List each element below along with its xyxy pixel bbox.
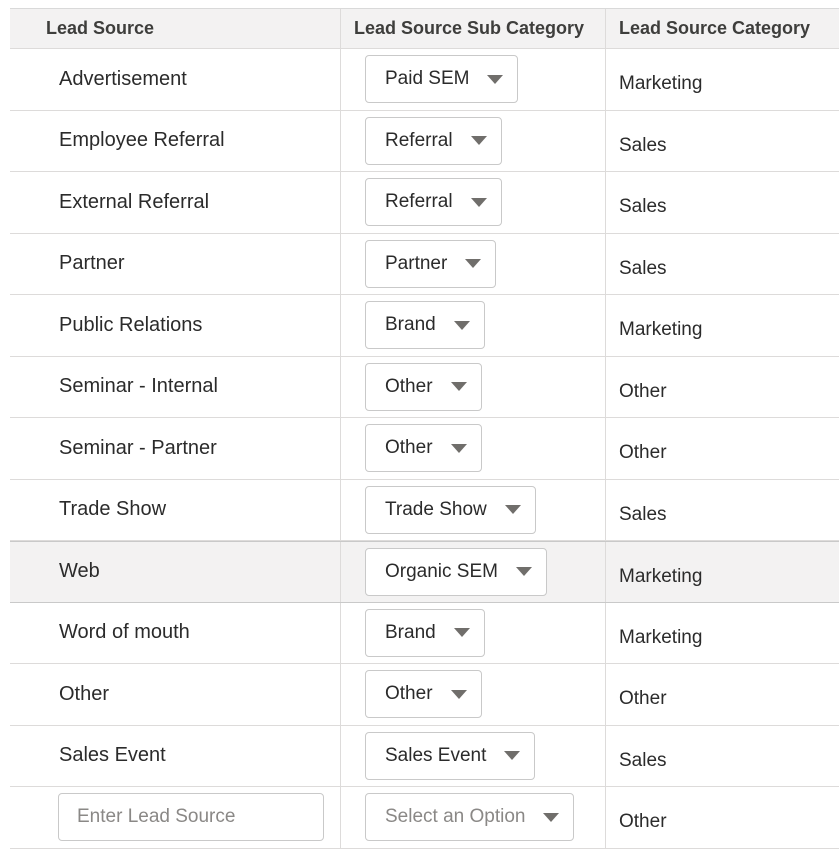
lead-source-cell: Trade Show (10, 480, 341, 541)
lead-source-cell: Sales Event (10, 726, 341, 787)
header-lead-source[interactable]: Lead Source (10, 9, 341, 48)
category-cell: Other (619, 442, 667, 464)
sub-category-select[interactable] (365, 732, 535, 780)
chevron-down-icon (543, 813, 559, 822)
chevron-down-icon (505, 505, 521, 514)
table-row (10, 418, 839, 480)
sub-category-select[interactable] (365, 424, 482, 472)
chevron-down-icon (454, 321, 470, 330)
select-value: Trade Show (385, 498, 487, 520)
table-row (10, 295, 839, 357)
select-value: Referral (385, 129, 453, 151)
table-row (10, 172, 839, 234)
sub-category-select[interactable] (365, 178, 502, 226)
header-sub-category[interactable]: Lead Source Sub Category (341, 9, 606, 48)
lead-source-cell: Employee Referral (10, 111, 341, 172)
lead-source-cell: External Referral (10, 172, 341, 233)
chevron-down-icon (451, 444, 467, 453)
sub-category-select[interactable] (365, 117, 502, 165)
category-cell: Marketing (619, 565, 703, 587)
header-category[interactable]: Lead Source Category (619, 18, 811, 38)
sub-category-select[interactable] (365, 548, 547, 596)
sub-category-select[interactable] (365, 55, 518, 103)
lead-source-table (10, 8, 839, 849)
lead-source-input[interactable] (58, 793, 324, 841)
sub-category-select[interactable] (365, 240, 496, 288)
sub-category-select[interactable] (365, 486, 536, 534)
table-row (10, 664, 839, 726)
lead-source-cell: Word of mouth (10, 603, 341, 664)
chevron-down-icon (471, 136, 487, 145)
category-cell: Other (619, 811, 667, 833)
select-value: Other (385, 375, 433, 397)
select-value: Partner (385, 252, 448, 274)
select-value: Organic SEM (385, 560, 498, 582)
category-cell: Other (619, 380, 667, 402)
select-value: Brand (385, 314, 436, 336)
category-cell: Sales (619, 196, 667, 218)
sub-category-select[interactable] (365, 609, 485, 657)
table-row (10, 111, 839, 173)
lead-source-cell: Seminar - Partner (10, 418, 341, 479)
lead-source-cell: Web (10, 542, 341, 602)
chevron-down-icon (471, 198, 487, 207)
category-cell: Sales (619, 134, 667, 156)
sub-category-select[interactable] (365, 363, 482, 411)
new-entry-row (10, 787, 839, 849)
lead-source-cell: Public Relations (10, 295, 341, 356)
chevron-down-icon (516, 567, 532, 576)
select-value: Other (385, 683, 433, 705)
category-cell: Sales (619, 257, 667, 279)
category-cell: Other (619, 688, 667, 710)
sub-category-select[interactable] (365, 301, 485, 349)
table-header (10, 9, 839, 49)
select-value: Referral (385, 191, 453, 213)
select-value: Sales Event (385, 744, 487, 766)
table-row (10, 480, 839, 542)
chevron-down-icon (465, 259, 481, 268)
chevron-down-icon (451, 382, 467, 391)
lead-source-cell: Partner (10, 234, 341, 295)
sub-category-select[interactable] (365, 793, 574, 841)
chevron-down-icon (487, 75, 503, 84)
select-placeholder: Select an Option (385, 806, 526, 828)
table-row (10, 49, 839, 111)
table-row (10, 234, 839, 296)
lead-source-cell: Advertisement (10, 49, 341, 110)
lead-source-cell: Other (10, 664, 341, 725)
category-cell: Sales (619, 749, 667, 771)
category-cell: Sales (619, 503, 667, 525)
select-value: Paid SEM (385, 68, 470, 90)
chevron-down-icon (451, 690, 467, 699)
sub-category-select[interactable] (365, 670, 482, 718)
table-row-selected[interactable] (10, 541, 839, 603)
category-cell: Marketing (619, 73, 703, 95)
category-cell: Marketing (619, 626, 703, 648)
lead-source-cell: Seminar - Internal (10, 357, 341, 418)
chevron-down-icon (504, 751, 520, 760)
table-row (10, 603, 839, 665)
table-row (10, 726, 839, 788)
category-cell: Marketing (619, 319, 703, 341)
chevron-down-icon (454, 628, 470, 637)
select-value: Brand (385, 621, 436, 643)
select-value: Other (385, 437, 433, 459)
table-row (10, 357, 839, 419)
